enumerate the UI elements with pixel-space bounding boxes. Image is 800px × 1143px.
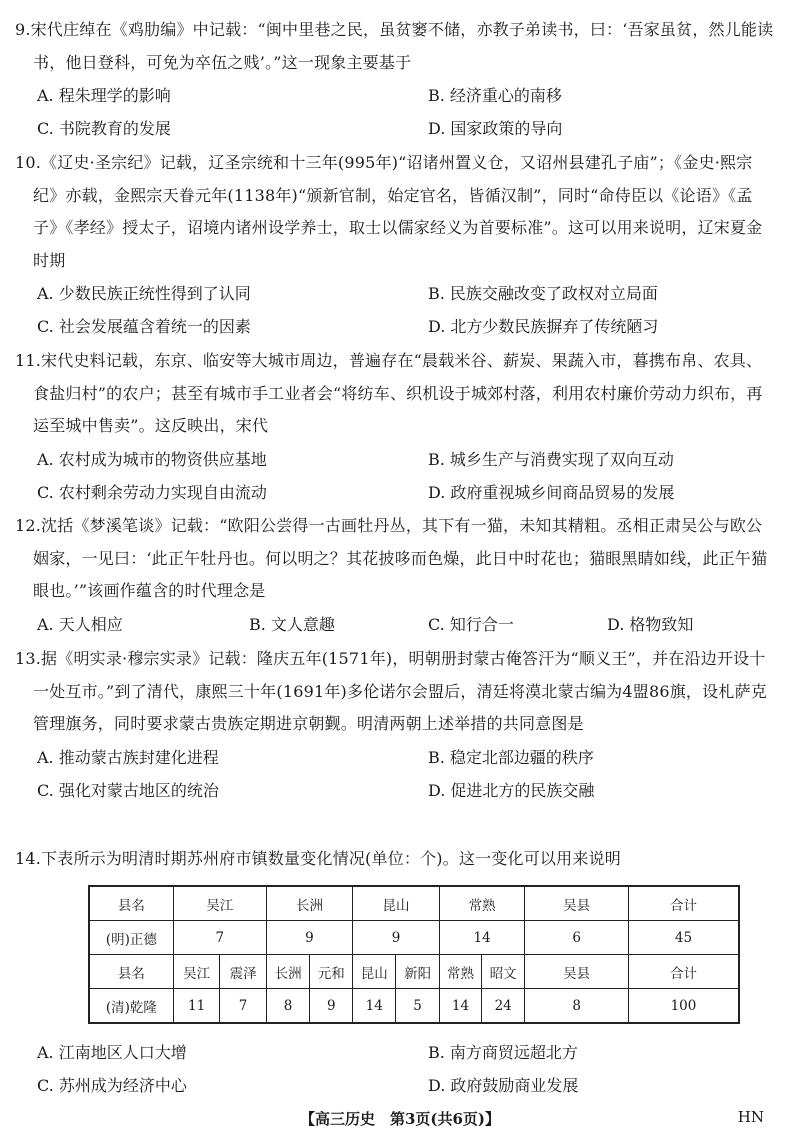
option-c[interactable]: C. 苏州成为经济中心 xyxy=(37,1076,187,1095)
table-header-cell: 吴江 xyxy=(173,886,266,921)
question-stem xyxy=(0,147,800,277)
page-footer xyxy=(0,1108,800,1136)
table-header-cell: 吴县 xyxy=(525,955,629,989)
table-cell: (清)乾隆 xyxy=(89,989,173,1024)
question-14 xyxy=(0,843,800,876)
table-header-cell: 吴县 xyxy=(525,886,629,921)
table-header-cell: 昆山 xyxy=(353,955,396,989)
options-row xyxy=(0,277,800,310)
option-a[interactable]: A. 农村成为城市的物资供应基地 xyxy=(37,449,267,469)
question-stem xyxy=(0,510,800,608)
option-c[interactable]: C. 知行合一 xyxy=(428,614,514,634)
option-b[interactable]: B. 城乡生产与消费实现了双向互动 xyxy=(428,449,674,469)
option-a[interactable]: A. 江南地区人口大增 xyxy=(37,1043,187,1062)
option-a[interactable]: A. 程朱理学的影响 xyxy=(37,86,171,105)
table-header-cell: 吴江 xyxy=(173,955,220,989)
options-row xyxy=(0,476,800,509)
option-b[interactable]: B. 稳定北部边疆的秩序 xyxy=(428,747,594,767)
options-row xyxy=(0,112,800,145)
question-stem xyxy=(0,843,800,876)
page-number-label: 【高三历史 第3页(共6页)】 xyxy=(299,1110,501,1128)
table-cell: 14 xyxy=(353,989,396,1024)
options-row xyxy=(0,774,800,807)
option-b[interactable]: B. 经济重心的南移 xyxy=(428,86,562,105)
table-header-cell: 昭文 xyxy=(482,955,525,989)
market-town-table xyxy=(88,885,740,1024)
question-stem xyxy=(0,14,800,79)
option-a[interactable]: A. 天人相应 xyxy=(37,614,123,634)
options-row xyxy=(0,741,800,774)
question-text: 9.宋代庄绰在《鸡肋编》中记载：“闽中里巷之民，虽贫窭不储，亦教子弟读书，曰：‘吾家虽贫，然儿能读书，他日登科，可免为卒伍之贱’。”这一现象主要基于 xyxy=(15,20,774,72)
table-header-cell: 常熟 xyxy=(439,955,481,989)
table-header-cell: 长洲 xyxy=(266,886,352,921)
table-cell: 5 xyxy=(396,989,440,1024)
table-cell: 14 xyxy=(439,921,524,955)
table-cell: 24 xyxy=(482,989,525,1024)
question-stem xyxy=(0,643,800,741)
table-header-cell: 县名 xyxy=(89,955,173,989)
table-header-cell: 长洲 xyxy=(266,955,310,989)
question-12 xyxy=(0,510,800,641)
table-cell: 8 xyxy=(525,989,629,1024)
table-row xyxy=(89,955,739,989)
table-header-cell: 昆山 xyxy=(353,886,440,921)
option-b[interactable]: B. 南方商贸远超北方 xyxy=(428,1043,578,1062)
table-cell: 14 xyxy=(439,989,481,1024)
options-row xyxy=(0,79,800,112)
question-9 xyxy=(0,14,800,145)
table-cell: 9 xyxy=(310,989,353,1024)
table-cell: 100 xyxy=(628,989,739,1024)
option-d[interactable]: D. 格物致知 xyxy=(607,614,694,634)
table-cell: 9 xyxy=(353,921,440,955)
question-14-options xyxy=(0,1036,800,1102)
table-header-cell: 合计 xyxy=(628,886,739,921)
table-cell: 9 xyxy=(266,921,352,955)
table-cell: (明)正德 xyxy=(89,921,173,955)
question-text: 13.据《明实录·穆宗实录》记载：隆庆五年(1571年)，明朝册封蒙古俺答汗为“顺义王”，并在沿边开设十一处互市。”到了清代，康熙三十年(1691年)多伦诺尔会盟后，清廷将漠北蒙古编为4盟86旗，设札萨克管理旗务，同时要求蒙古贵族定期进京朝觐。明清两朝上述举措的共同意图是 xyxy=(15,649,767,733)
table-header-cell: 震泽 xyxy=(220,955,266,989)
table-row xyxy=(89,989,739,1024)
question-text: 12.沈括《梦溪笔谈》记载：“欧阳公尝得一古画牡丹丛，其下有一猫，未知其精粗。丞相正肃吴公与欧公姻家，一见曰：‘此正午牡丹也。何以明之？其花披哆而色燥，此日中时花也；猫眼黑睛如线，此正午猫眼也。’”该画作蕴含的时代理念是 xyxy=(15,516,768,600)
question-text: 14.下表所示为明清时期苏州府市镇数量变化情况(单位：个)。这一变化可以用来说明 xyxy=(15,849,621,868)
table-cell: 11 xyxy=(173,989,220,1024)
question-13 xyxy=(0,643,800,807)
table-cell: 7 xyxy=(220,989,266,1024)
options-row xyxy=(0,1069,800,1102)
option-c[interactable]: C. 农村剩余劳动力实现自由流动 xyxy=(37,482,267,502)
table-header-cell: 新阳 xyxy=(396,955,440,989)
question-11 xyxy=(0,345,800,509)
question-text: 11.宋代史料记载，东京、临安等大城市周边，普遍存在“晨载米谷、薪炭、果蔬入市，暮携布帛、农具、食盐归村”的农户；甚至有城市手工业者会“将纺车、织机设于城郊村落，利用农村廉价劳动力织布，再运至城中售卖”。这反映出，宋代 xyxy=(15,351,763,435)
table-cell: 6 xyxy=(525,921,629,955)
option-c[interactable]: C. 社会发展蕴含着统一的因素 xyxy=(37,317,251,336)
table-row xyxy=(89,886,739,921)
option-a[interactable]: A. 少数民族正统性得到了认同 xyxy=(37,284,251,303)
options-row xyxy=(0,608,800,641)
table-cell: 45 xyxy=(628,921,739,955)
options-row xyxy=(0,443,800,476)
question-text: 10.《辽史·圣宗纪》记载，辽圣宗统和十三年(995年)“诏诸州置义仓，又诏州县建孔子庙”；《金史·熙宗纪》亦载，金熙宗天眷元年(1138年)“颁新官制，始定官名，皆循汉制”，同时“命侍臣以《论语》《孟子》《孝经》授太子，诏境内诸州设学养士，取士以儒家经义为首要标准”。这可以用来说明，辽宋夏金时期 xyxy=(15,153,763,270)
table-header-cell: 元和 xyxy=(310,955,353,989)
option-b[interactable]: B. 民族交融改变了政权对立局面 xyxy=(428,284,658,303)
table-header-cell: 常熟 xyxy=(439,886,524,921)
option-d[interactable]: D. 促进北方的民族交融 xyxy=(428,780,595,800)
table-row xyxy=(89,921,739,955)
option-d[interactable]: D. 政府鼓励商业发展 xyxy=(428,1076,579,1095)
table-header-cell: 县名 xyxy=(89,886,173,921)
option-c[interactable]: C. 强化对蒙古地区的统治 xyxy=(37,780,219,800)
option-b[interactable]: B. 文人意趣 xyxy=(249,614,335,634)
question-stem xyxy=(0,345,800,443)
question-10 xyxy=(0,147,800,343)
options-row xyxy=(0,1036,800,1069)
options-row xyxy=(0,310,800,343)
option-d[interactable]: D. 政府重视城乡间商品贸易的发展 xyxy=(428,482,675,502)
option-d[interactable]: D. 国家政策的导向 xyxy=(428,119,563,138)
option-a[interactable]: A. 推动蒙古族封建化进程 xyxy=(37,747,219,767)
option-c[interactable]: C. 书院教育的发展 xyxy=(37,119,171,138)
option-d[interactable]: D. 北方少数民族摒弃了传统陋习 xyxy=(428,317,659,336)
table-header-cell: 合计 xyxy=(628,955,739,989)
region-code: HN xyxy=(737,1108,764,1126)
table-cell: 7 xyxy=(173,921,266,955)
table-cell: 8 xyxy=(266,989,310,1024)
